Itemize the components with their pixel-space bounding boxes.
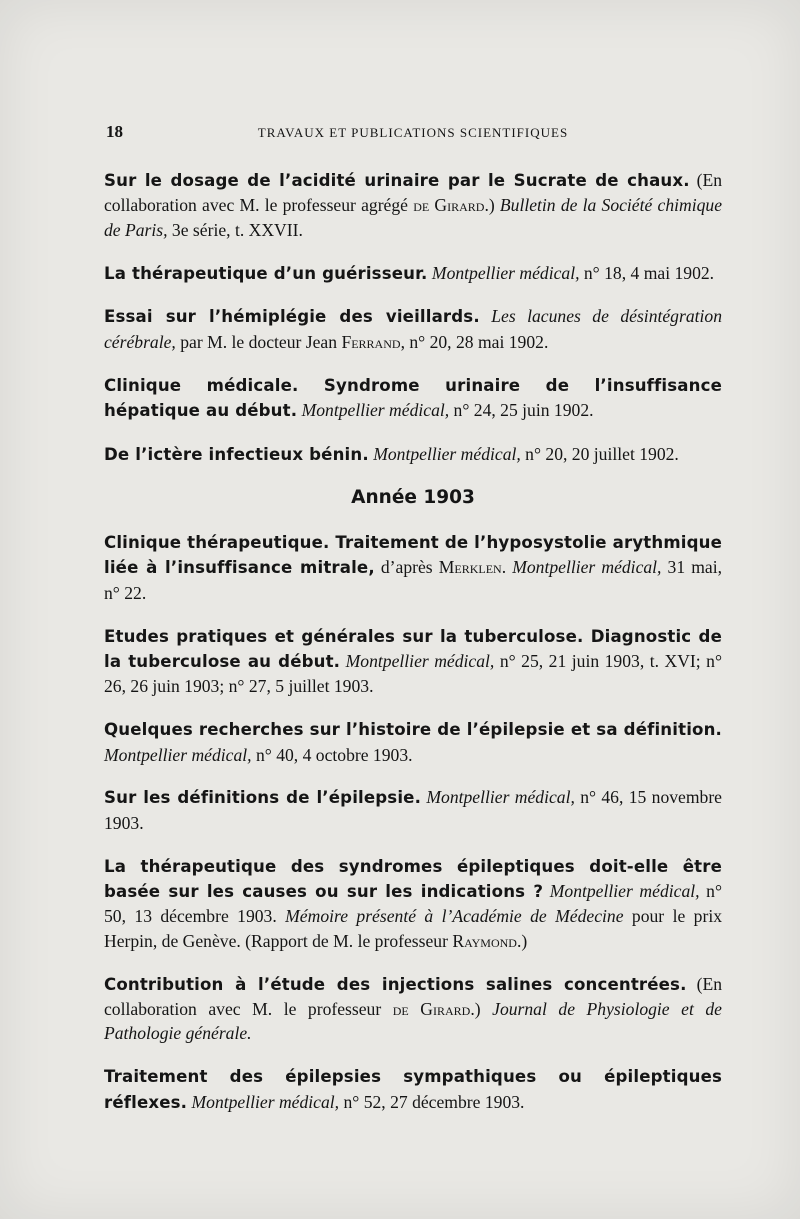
entry-title: Sur les définitions de l’épilepsie. [104,788,422,808]
bibliography-entry [104,168,722,242]
entry-details: n° 50, 13 décembre 1903. [104,881,722,927]
journal-name: Montpellier médical, [373,443,521,464]
journal-name: Montpellier médical, [431,262,580,283]
entry-details: par M. le docteur Jean [175,331,342,352]
entry-note-close: .) [470,999,493,1020]
journal-name: Montpellier médical, [512,557,662,578]
author-name: Merklen [438,557,502,578]
bibliography-entry [104,373,722,424]
entry-details: n° 20, 20 juillet 1902. [520,443,679,464]
bibliography-entry [104,624,722,699]
rapporteur-name: Raymond [452,930,517,951]
collaborator-name: de Girard [413,195,485,216]
entry-details: n° 52, 27 décembre 1903. [339,1091,525,1112]
entry-title: Contribution à l’étude des injections salines concentrées. [104,974,687,994]
entry-title: Clinique thérapeutique. Traitement de l’hyposystolie arythmique liée à l’insuffisance mitrale, [104,533,723,578]
entry-title: Quelques recherches sur l’histoire de l’épilepsie et sa définition. [104,720,722,740]
running-title: TRAVAUX ET PUBLICATIONS SCIENTIFIQUES [257,125,569,140]
page-number: 18 [106,122,123,141]
bibliography-entry [104,530,722,605]
bibliography-entry [104,785,722,835]
bibliography-entry [104,972,722,1046]
entry-details-end: .) [516,930,528,951]
memoir-title: Mémoire présenté à l’Académie de Médecine [285,906,624,927]
journal-name: Montpellier médical, [345,651,495,672]
entry-title: La thérapeutique des syndromes épileptiques doit-elle être basée sur les causes ou sur les indications ? [104,856,722,902]
entry-details: d’après [374,557,439,578]
entry-details: n° 40, 4 octobre 1903. [251,744,413,765]
bibliography-entry [104,1064,722,1115]
entry-details-mid: . [501,557,513,578]
entry-title: Sur le dosage de l’acidité urinaire par le Sucrate de chaux. [104,171,690,190]
entry-title: Clinique médicale. Syndrome urinaire de l’insuffisance hépatique au début. [104,375,722,421]
journal-name: Montpellier médical, [191,1091,340,1112]
page-header [104,122,722,148]
entry-title: Etudes pratiques et générales sur la tuberculose. Diagnostic de la tuberculose au début. [104,626,722,672]
bibliography-entry [104,717,722,767]
bibliography-entry [104,304,722,354]
entry-details: n° 46, 15 novembre 1903. [104,787,722,833]
entry-note: (En collaboration avec M. le professeur [104,973,722,1020]
journal-name: Journal de Physiologie et de Pathologie générale. [104,999,722,1044]
journal-name: Montpellier médical, [301,400,450,421]
entry-details: n° 24, 25 juin 1902. [449,400,594,421]
collaborator-name: de Girard [392,999,471,1020]
bibliography-entry [104,854,722,954]
entry-details: n° 18, 4 mai 1902. [579,262,715,283]
entry-title: Traitement des épilepsies sympathiques ou épileptiques réflexes. [104,1067,722,1112]
year-heading: Année 1903 [351,486,475,508]
entry-details-end: , n° 20, 28 mai 1902. [400,331,549,352]
entry-details: n° 25, 21 juin 1903, t. XVI; n° 26, 26 juin 1903; n° 27, 5 juillet 1903. [104,651,723,697]
entry-title: La thérapeutique d’un guérisseur. [104,263,428,283]
bibliography-list [104,168,722,1133]
entry-details-end: 31 mai, n° 22. [104,557,723,603]
entry-title: Essai sur l’hémiplégie des vieillards. [104,307,480,327]
journal-name: Montpellier médical, [549,881,700,902]
entry-details: 3e série, t. XXVII. [167,219,303,240]
bibliography-entry [104,442,722,467]
entry-note-close: .) [484,195,500,216]
bibliography-entry [104,261,722,286]
journal-name: Montpellier médical, [104,744,252,765]
journal-name: Montpellier médical, [426,787,575,808]
journal-name: Bulletin de la Société chimique de Paris, [104,195,723,240]
journal-name: Les lacunes de désintégration cérébrale, [104,306,722,352]
author-name: Ferrand [341,331,401,352]
entry-details-2: pour le prix Herpin, de Genève. (Rapport de M. le professeur [104,906,723,951]
entry-note: (En collaboration avec M. le professeur agrégé [104,170,723,216]
entry-title: De l’ictère infectieux bénin. [104,444,369,464]
